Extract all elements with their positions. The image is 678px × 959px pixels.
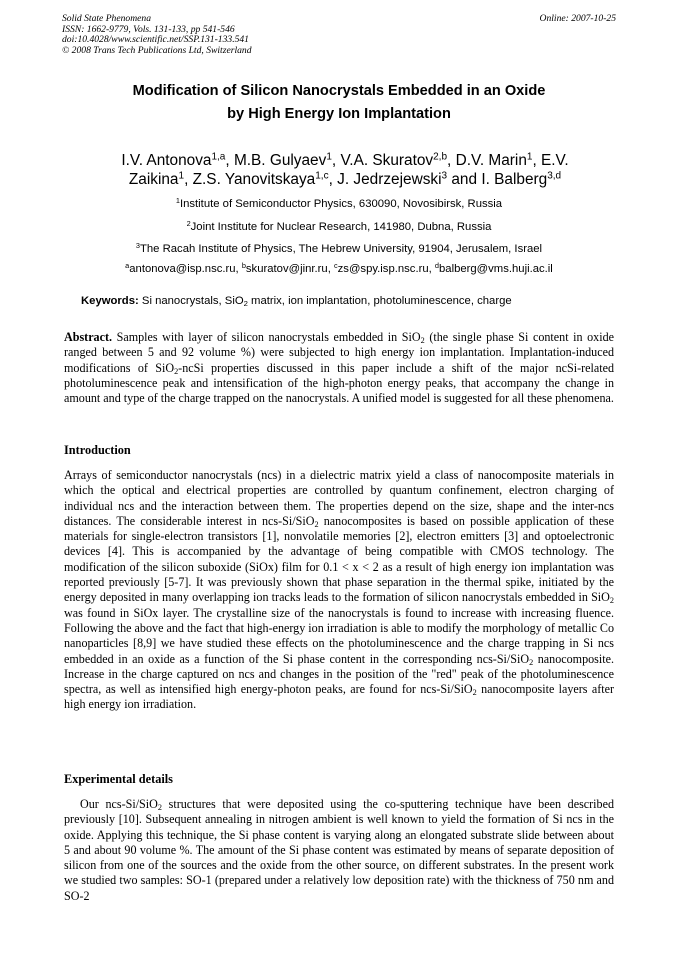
experimental-paragraph: Our ncs-Si/SiO$_2$ structures that were deposited using the co-sputtering technique have been described previously [10]. Subsequent annealing in nitrogen ambient is well known to yield the formation of Si ncs in the oxide. Applying this technique, the Si phase content is varying along an elongated substrate slide between about 5 and about 90 volume %. The amount of the Si phase content was estimated by means of separate deposition of silicon from one of the sources and the oxide from the other source, on different substrates. In the present work we studied two samples: SO-1 (prepared under a relatively low deposition rate) with the thickness of 750 nm and SO-2 [64, 797, 615, 903]
author: I. Balberg$^{3,d}$ [481, 170, 562, 188]
keywords: Keywords: Si nanocrystals, SiO$_2$ matrix, ion implantation, photoluminescence, charge [81, 295, 512, 308]
author: J. Jedrzejewski$^3$ and [337, 170, 482, 188]
issn-line: ISSN: 1662-9779, Vols. 131-133, pp 541-546 [62, 23, 235, 35]
abstract-label: Abstract. [64, 330, 113, 344]
introduction-paragraph: Arrays of semiconductor nanocrystals (ncs) in a dielectric matrix yield a class of nanocomposite materials in which the optical and electrical properties are controlled by quantum confinement, electron charging of individual ncs and the interaction between them. The properties depend on the size, shape and the inter-ncs distances. The considerable interest in ncs-Si/SiO$_2$ nanocomposites is based on possible application of these materials for single-electron transistors [1], nonvolatile memories [2], electron emitters [3] and optoelectronic devices [4]. This is accompanied by the advantage of being compatible with CMOS technology. The modification of the silicon suboxide (SiOx) film for 0.1 < x < 2 as a result of high energy ion implantation was reported previously [5-7]. It was previously shown that phase separation in the thermal spike, initiated by the energy deposited in many overlapping ion tracks leads to the formation of silicon nanocrystals embedded in SiO$_2$ was found in SiOx layer. The crystalline size of the nanocrystals is found to increase with increasing fluence. Following the above and the fact that high-energy ion irradiation is able to modify the morphology of metallic Co nanoparticles [8,9] we have studied these effects on the photoluminescence and the charge trapping in Si ncs embedded in an oxide as a function of the Si phase content in the corresponding ncs-Si/SiO$_2$ nanocomposite. Increase in the charge captured on ncs and changes in the position of the "red" peak of the photoluminescence spectra, as well as intensified high energy-photon peaks, are found for ncs-Si/SiO$_2$ nanocomposite layers after high energy ion irradiation. [64, 468, 615, 712]
affiliation-3: $^3$The Racah Institute of Physics, The Hebrew University, 91904, Jerusalem, Israel [135, 240, 543, 255]
affiliation-1: $^1$Institute of Semiconductor Physics, 630090, Novosibirsk, Russia [175, 195, 503, 210]
email-link: skuratov@jinr.ru, [245, 263, 334, 275]
keywords-label: Keywords: [81, 295, 139, 307]
author: V.A. Skuratov$^{2,b}$, [340, 151, 456, 169]
author-list [95, 151, 595, 189]
online-date: Online: 2007-10-25 [539, 13, 616, 24]
doi-line: doi:10.4028/www.scientific.net/SSP.131-133.541 [62, 34, 249, 46]
author-emails: $^a$antonova@isp.nsc.ru, $^b$skuratov@jinr.ru, $^c$zs@spy.isp.nsc.ru, $^d$balberg@vms.huji.ac.il [125, 260, 553, 275]
email-link: antonova@isp.nsc.ru, [129, 263, 242, 275]
journal-header [62, 14, 252, 56]
email-link: zs@spy.isp.nsc.ru, [337, 263, 435, 275]
title-line-1: Modification of Silicon Nanocrystals Embedded in an Oxide [132, 83, 546, 99]
author: Z.S. Yanovitskaya$^{1,c}$, [192, 170, 338, 188]
author: M.B. Gulyaev$^1$, [233, 151, 341, 169]
introduction-heading: Introduction [64, 443, 131, 457]
email-link: balberg@vms.huji.ac.il [439, 263, 553, 275]
copyright-line: © 2008 Trans Tech Publications Ltd, Switzerland [62, 44, 252, 56]
author: E.V. Zaikina$^1$, [128, 152, 569, 188]
experimental-heading: Experimental details [64, 772, 173, 786]
paper-title [60, 80, 618, 126]
affiliation-2: $^2$Joint Institute for Nuclear Research, 141980, Dubna, Russia [186, 218, 492, 233]
author: D.V. Marin$^1$, [455, 151, 541, 169]
title-line-2: by High Energy Ion Implantation [227, 106, 451, 122]
author: I.V. Antonova$^{1,a}$, [121, 151, 234, 169]
abstract: Abstract. Samples with layer of silicon nanocrystals embedded in SiO$_2$ (the single phase Si content in oxide ranged between 5 and 92 volume %) were subjected to high energy ion implantation. Implantation-induced modifications of SiO$_2$-ncSi properties discussed in this paper include a shift of the major ncSi-related photoluminescence peak and intensification of the high-photon energy peaks, that accompany the change in amount and type of the charge trapped on the nanocrystals. A unified model is suggested for all these phenomena. [64, 330, 614, 406]
journal-name: Solid State Phenomena [62, 13, 151, 24]
